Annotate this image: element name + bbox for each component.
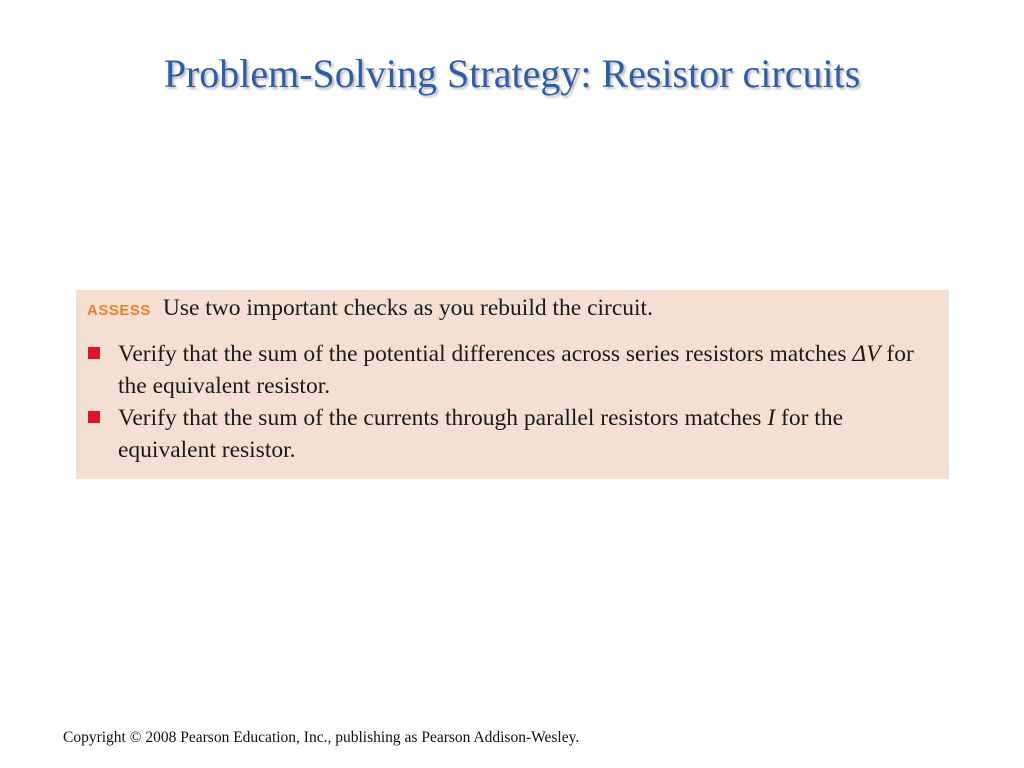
bullet-text-before: Verify that the sum of the potential differences across series resistors matches — [118, 341, 853, 367]
assess-intro-text: Use two important checks as you rebuild the circuit. — [162, 295, 653, 321]
delta-v-symbol: ΔV — [852, 341, 881, 367]
bullet-text-after: for the equivalent resistor. — [118, 341, 914, 399]
assess-box — [76, 290, 949, 479]
current-symbol: I — [767, 405, 776, 431]
assess-bullet-list — [76, 338, 949, 466]
assess-label: ASSESS — [87, 302, 151, 319]
slide-title: Problem-Solving Strategy: Resistor circuits — [163, 51, 861, 96]
bullet-text-after: for the equivalent resistor. — [118, 405, 844, 463]
assess-heading — [87, 295, 653, 322]
square-bullet-icon — [88, 347, 100, 359]
list-item — [76, 402, 949, 466]
square-bullet-icon — [88, 411, 100, 423]
bullet-text-before: Verify that the sum of the currents through parallel resistors matches — [118, 405, 768, 431]
copyright-notice: Copyright © 2008 Pearson Education, Inc., publishing as Pearson Addison-Wesley. — [63, 729, 580, 746]
list-item — [76, 338, 949, 402]
